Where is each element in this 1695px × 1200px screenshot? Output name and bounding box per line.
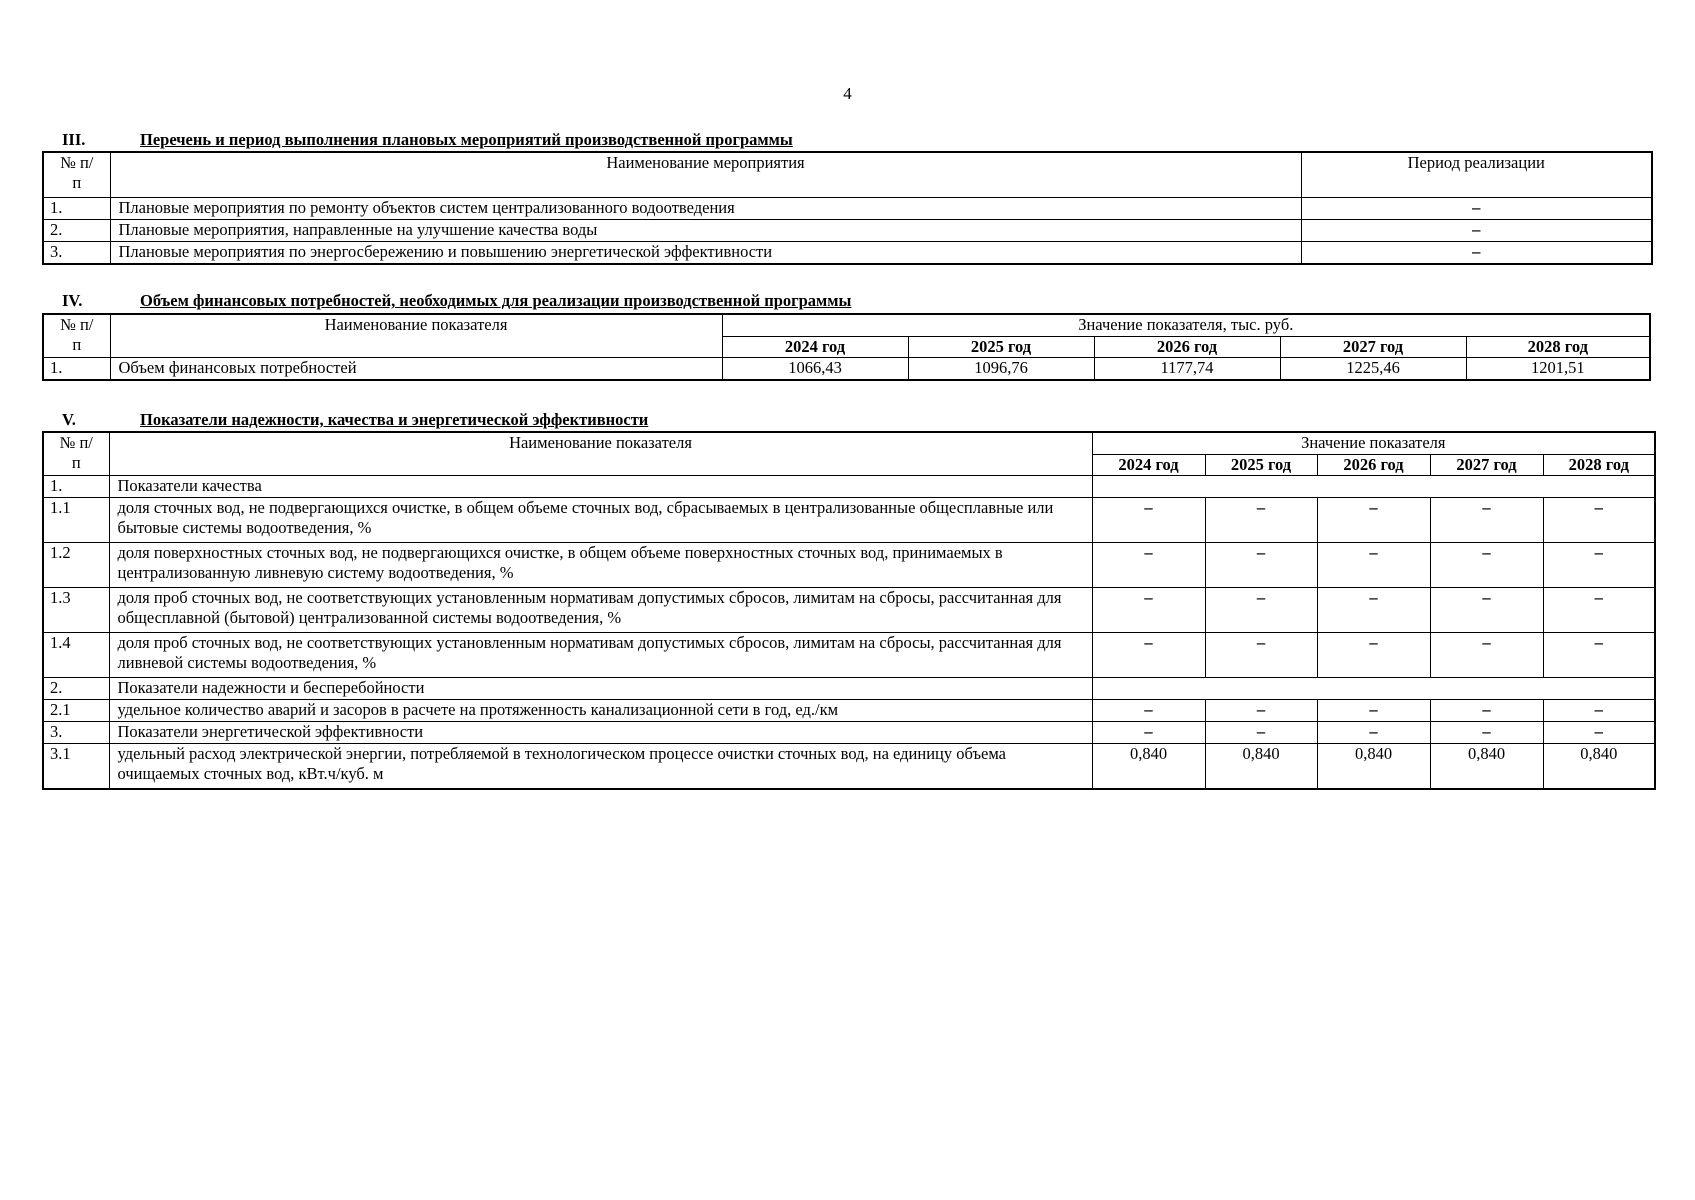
row-number: 1. [43,197,110,219]
table-row [43,744,1655,790]
value-cell: – [1543,588,1655,633]
indicator-name: доля проб сточных вод, не соответствующих установленным нормативам допустимых сбросов, лимитам на сбросы, рассчитанная для ливневой системы водоотведения, % [109,633,1092,678]
value-cell: – [1205,543,1317,588]
value-cell: – [1317,588,1430,633]
value-cell: – [1092,722,1205,744]
value-cell: – [1317,543,1430,588]
value-cell: – [1092,700,1205,722]
indicator-name: доля поверхностных сточных вод, не подвергающихся очистке, в общем объеме поверхностных сточных вод, принимаемых в централизованную ливневую систему водоотведения, % [109,543,1092,588]
value-cell: – [1092,588,1205,633]
row-number: 1.3 [43,588,109,633]
value-cell: 1177,74 [1094,358,1280,381]
table-row [43,588,1655,633]
section-3-number: III. [62,130,86,149]
period-value: – [1301,197,1652,219]
table-row [43,241,1652,264]
indicator-name: удельный расход электрической энергии, потребляемой в технологическом процессе очистки сточных вод, на единицу объема очищаемых сточных вод, кВт.ч/куб. м [109,744,1092,790]
value-cell: – [1430,700,1543,722]
section-4-number: IV. [62,291,83,310]
column-header-number: № п/п [43,432,109,476]
value-cell: – [1543,498,1655,543]
value-cell: – [1543,543,1655,588]
value-cell: – [1205,588,1317,633]
value-cell: – [1430,588,1543,633]
section-5-header-row [43,432,1655,455]
section-5-number: V. [62,410,76,429]
row-number: 1.4 [43,633,109,678]
section-5-heading: Показатели надежности, качества и энергетической эффективности [140,410,649,429]
year-header: 2024 год [1092,455,1205,476]
value-cell: 0,840 [1430,744,1543,790]
year-header: 2025 год [908,337,1094,358]
year-header: 2026 год [1317,455,1430,476]
section-3-title [62,130,793,150]
indicator-name: доля сточных вод, не подвергающихся очистке, в общем объеме сточных вод, сбрасываемых в централизованные общесплавные или бытовые системы водоотведения, % [109,498,1092,543]
table-row [43,219,1652,241]
value-cell: – [1317,700,1430,722]
measure-name: Плановые мероприятия, направленные на улучшение качества воды [110,219,1301,241]
row-number: 2.1 [43,700,109,722]
section-4-heading: Объем финансовых потребностей, необходимых для реализации производственной программы [140,291,852,310]
table-row-group [43,476,1655,498]
value-cell: 1096,76 [908,358,1094,381]
table-row [43,700,1655,722]
value-cell: – [1205,633,1317,678]
row-number: 1.2 [43,543,109,588]
value-cell: – [1430,543,1543,588]
year-header: 2028 год [1543,455,1655,476]
value-cell: – [1317,633,1430,678]
value-cell: – [1092,498,1205,543]
value-cell: – [1092,543,1205,588]
section-4-header-row [43,314,1650,337]
value-cell: 1066,43 [722,358,908,381]
column-header-measure-name: Наименование мероприятия [110,152,1301,197]
column-header-value: Значение показателя [1092,432,1655,455]
column-header-indicator-name: Наименование показателя [110,314,722,358]
indicator-name: Объем финансовых потребностей [110,358,722,381]
value-cell: – [1205,700,1317,722]
column-header-number: № п/п [43,152,110,197]
value-cell: 0,840 [1092,744,1205,790]
section-5-title [62,410,648,430]
year-header: 2027 год [1280,337,1466,358]
year-header: 2025 год [1205,455,1317,476]
table-row [43,498,1655,543]
value-cell: – [1205,722,1317,744]
empty-value-cell [1092,476,1655,498]
section-4-table [42,313,1651,381]
table-row [43,633,1655,678]
value-cell: 1225,46 [1280,358,1466,381]
indicator-name: удельное количество аварий и засоров в расчете на протяженность канализационной сети в год, ед./км [109,700,1092,722]
indicator-group-name: Показатели качества [109,476,1092,498]
value-cell: – [1543,700,1655,722]
value-cell: – [1543,633,1655,678]
measure-name: Плановые мероприятия по энергосбережению и повышению энергетической эффективности [110,241,1301,264]
value-cell: – [1430,498,1543,543]
value-cell: – [1317,498,1430,543]
value-cell: – [1430,633,1543,678]
empty-value-cell [1092,678,1655,700]
row-number: 3.1 [43,744,109,790]
column-header-indicator-name: Наименование показателя [109,432,1092,476]
value-cell: – [1205,498,1317,543]
table-row-group [43,678,1655,700]
row-number: 3. [43,241,110,264]
row-number: 1. [43,358,110,381]
row-number: 1.1 [43,498,109,543]
row-number: 2. [43,219,110,241]
value-cell: 0,840 [1543,744,1655,790]
section-4-title [62,291,851,311]
value-cell: – [1543,722,1655,744]
row-number: 2. [43,678,109,700]
section-3-table [42,151,1653,265]
year-header: 2024 год [722,337,908,358]
row-number: 1. [43,476,109,498]
value-cell: – [1092,633,1205,678]
table-row [43,722,1655,744]
value-cell: 0,840 [1205,744,1317,790]
year-header: 2028 год [1466,337,1650,358]
section-3-header-row [43,152,1652,197]
page-number: 4 [843,84,852,103]
column-header-period: Период реализации [1301,152,1652,197]
indicator-group-name: Показатели надежности и бесперебойности [109,678,1092,700]
table-row [43,358,1650,381]
year-header: 2026 год [1094,337,1280,358]
indicator-name: Показатели энергетической эффективности [109,722,1092,744]
column-header-value: Значение показателя, тыс. руб. [722,314,1650,337]
column-header-number: № п/п [43,314,110,358]
measure-name: Плановые мероприятия по ремонту объектов систем централизованного водоотведения [110,197,1301,219]
value-cell: – [1430,722,1543,744]
value-cell: 0,840 [1317,744,1430,790]
year-header: 2027 год [1430,455,1543,476]
row-number: 3. [43,722,109,744]
indicator-name: доля проб сточных вод, не соответствующих установленным нормативам допустимых сбросов, лимитам на сбросы, рассчитанная для общесплавной (бытовой) централизованной системы водоотведения, % [109,588,1092,633]
table-row [43,197,1652,219]
table-row [43,543,1655,588]
section-5-table [42,431,1656,790]
value-cell: – [1317,722,1430,744]
period-value: – [1301,241,1652,264]
section-3-heading: Перечень и период выполнения плановых мероприятий производственной программы [140,130,793,149]
period-value: – [1301,219,1652,241]
value-cell: 1201,51 [1466,358,1650,381]
